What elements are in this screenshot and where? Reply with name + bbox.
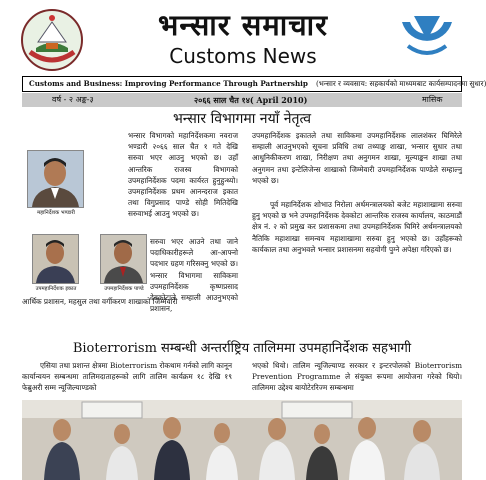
issue-date: २०६६ साल चैत १४( April 2010): [194, 95, 308, 105]
photo-caption: महानिर्देशक भण्डारी: [37, 210, 75, 216]
article2-left-text: एसिया तथा प्रशान्त क्षेत्रमा Bioterrorism रोकथाम गर्नको लागि कानून कार्यान्वयन सम्बन्धमा तालिमदाताहरूको लागि तालिम कार्यक्रम १८ देखि १९ फेब्रुअरी सम्म न्यूजिल्याण्डको: [22, 361, 232, 393]
article1-left-text-continued: सरुवा भएर आउने तथा जाने पदाधिकारीहरूले आ-आफ्नो पदभार ग्रहण गरिसक्नु भएको छ। भन्सार विभागमा साविकमा उपमहानिर्देशक कृष्णप्रसाद देवकोटाले सम्हाली आउनुभएको प्रशासन,: [150, 237, 238, 314]
masthead-title-english: Customs News: [169, 44, 317, 68]
director-general-photo: [27, 150, 84, 208]
issue-frequency: मासिक: [422, 95, 443, 104]
deputy-director-photo: [100, 234, 147, 284]
slogan-nepali: (भन्सार र व्यवसाय: सहकार्यको माध्यमबाट कार्यसम्पादनमा सुधार): [315, 79, 486, 88]
masthead-title-nepali: भन्सार समाचार: [157, 8, 329, 42]
training-group-photo: [22, 400, 462, 480]
issue-volume: वर्ष - २ अङ्क-३: [52, 95, 94, 104]
article1-right-text: उपमहानिर्देशक इकातले तथा साविकमा उपमहानिर्देशक लालशंकर घिमिरेले सम्हाली आउनुभएको सूचना प्रविधि तथा तथ्याङ्क शाखा, भन्सार सुधार तथा आधुनिकीकरण शाखा, निरीक्षण तथा अनुगमन शाखा, मूल्याङ्कन शाखा तथा अनुगमन तथा इन्टेलिजेन्स शाखाको जिम्मेवारी उपमहानिर्देशक पाण्डेले सम्हाल्नु भएको छ।: [252, 131, 462, 185]
slogan-banner: [22, 76, 486, 92]
article1-headline: भन्सार विभागमा नयाँ नेतृत्व: [172, 111, 312, 127]
article1-right-text-continued: पूर्व महानिर्देशक शोभाउ निरोला अर्थमन्त्रालयको बजेट महाशाखामा सरुवा हुनु भएको छ भने उपमहानिर्देशक देवकोटा आन्तरिक राजस्व कार्यालय, काठमाडौं क्षेत्र नं. २ को प्रमुख कर प्रशासकमा तथा उपमहानिर्देशक घिमिरे अर्थमन्त्रालयको नैतिकि महाशाखा समन्वय महाशाखामा सरुवा हुनु भएको छ। उहाँहरूको कार्यकाल तथा अनुभवले भन्सार प्रशासनमा सहयोगी पुग्ने अपेक्षा गरिएको छ।: [252, 200, 462, 254]
article1-left-text: भन्सार विभागको महानिर्देशकमा नवराज भण्डारी २०६६ साल चैत १ गते देखि सरुवा भएर आउनु भएको छ। उहाँ आन्तरिक राजस्व विभागको उपमहानिर्देशक पदमा कार्यरत हुनुहुन्थ्यो। उपमहानिर्देशक प्रथम आनन्दराज इकात तथा विगुप्रसाद पाण्डे सोही मितिदेखि सरुवाभई आउनु भएको छ।: [128, 131, 238, 219]
slogan-english: Customs and Business: Improving Performance Through Partnership: [29, 79, 308, 88]
wco-logo-icon: [396, 10, 458, 66]
issue-info-bar: [22, 93, 462, 107]
article2-headline: Bioterrorism सम्बन्धी अन्तर्राष्ट्रिय तालिममा उपमहानिर्देशक सहभागी: [72, 341, 412, 356]
article2-right-text: भएको थियो। तालिम न्यूजिल्याण्ड सरकार र इन्टरपोलको Bioterrorism Prevention Programme ले संयुक्त रूपमा आयोजना गरेको थियो। तालिममा उद्देश्य बायोटेररिज्म सम्बन्धमा: [252, 361, 462, 393]
nepal-emblem-icon: [20, 8, 84, 72]
article1-under-text: आर्थिक प्रशासन, महसुल तथा वर्गीकरण शाखाको जिम्मेवारी: [22, 297, 178, 306]
deputy-director-photo: [32, 234, 79, 284]
photo-caption: उपमहानिर्देशक पाण्डे: [104, 286, 144, 292]
photo-caption: उपमहानिर्देशक इकात: [35, 286, 77, 292]
